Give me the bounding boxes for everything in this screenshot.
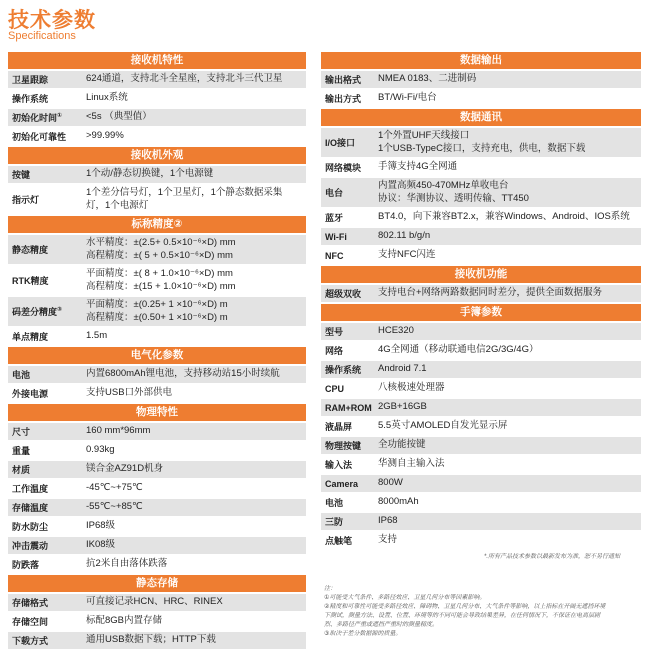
spec-value [86, 423, 306, 440]
spec-row [8, 518, 306, 535]
spec-value-line: 标配8GB内置存储 [86, 615, 163, 627]
spec-label: 尺寸 [12, 427, 31, 437]
spec-value-line: 手簿支持4G全网通 [378, 161, 458, 173]
spec-value-line: 支持USB口外部供电 [86, 387, 173, 399]
spec-label: 指示灯 [12, 195, 40, 205]
spec-value-line: 协议：华测协议、透明传输、TT450 [378, 192, 529, 204]
spec-value [378, 361, 641, 378]
spec-row [8, 266, 306, 295]
spec-value-line: 支持NFC闪连 [378, 249, 436, 261]
spec-value-line: IP68级 [86, 520, 116, 532]
section-header: 电气化参数 [8, 347, 306, 364]
spec-label: 下载方式 [12, 636, 49, 646]
spec-value-line: HCE320 [378, 325, 414, 337]
spec-row [321, 380, 641, 397]
spec-label: 卫星跟踪 [12, 75, 49, 85]
spec-row [321, 178, 641, 207]
spec-row [8, 423, 306, 440]
spec-value-line: 内置高频450-470MHz单收电台 [378, 180, 509, 191]
right-spec-column [321, 52, 641, 551]
spec-value [378, 475, 641, 492]
spec-value-line: 华测自主输入法 [378, 458, 445, 470]
spec-value-line: Android 7.1 [378, 363, 427, 375]
spec-value [86, 366, 306, 383]
footnote-item: ②精度和可靠性可能受多路径效应、障碍物、卫星几何分布、大气条件等影响，以上指标在开阔无遮挡环境 [324, 604, 606, 610]
spec-row [8, 442, 306, 459]
spec-row [321, 342, 641, 359]
spec-row [8, 297, 306, 326]
footnotes [324, 585, 642, 639]
spec-row [8, 128, 306, 145]
spec-row [8, 613, 306, 630]
spec-value [86, 385, 306, 402]
spec-label: 物理按键 [325, 441, 362, 451]
spec-row [321, 437, 641, 454]
spec-row [8, 328, 306, 345]
spec-label: 重量 [12, 446, 31, 456]
spec-value [86, 613, 306, 630]
left-spec-column [8, 52, 306, 651]
spec-row [8, 480, 306, 497]
spec-label: Camera [325, 478, 359, 489]
spec-label: 存储温度 [12, 503, 49, 513]
spec-row [321, 475, 641, 492]
spec-row [321, 247, 641, 264]
spec-label: 电池 [325, 498, 344, 508]
spec-row [8, 366, 306, 383]
section-header: 接收机功能 [321, 266, 641, 283]
spec-value [378, 285, 641, 302]
spec-value [86, 235, 306, 264]
spec-label: 电池 [12, 370, 31, 380]
spec-value [378, 437, 641, 454]
spec-value [378, 228, 641, 245]
spec-value [86, 461, 306, 478]
spec-label: 点触笔 [325, 536, 353, 546]
spec-value [86, 71, 306, 88]
spec-value-line: 1.5m [86, 330, 108, 342]
spec-value [378, 128, 641, 157]
spec-value-line: 高程精度：±( 5 + 0.5×10⁻⁶×D) mm [86, 249, 233, 261]
footnote-marker: ③ [57, 307, 63, 313]
spec-value [86, 90, 306, 107]
footnote-marker: ① [57, 113, 63, 119]
section-header: 静态存储 [8, 575, 306, 592]
spec-value [86, 499, 306, 516]
spec-value-line: 160 mm*96mm [86, 425, 151, 437]
spec-row [321, 513, 641, 530]
spec-value [378, 532, 641, 549]
spec-value-line: >99.99% [86, 130, 124, 142]
spec-value [86, 518, 306, 535]
spec-label: 按键 [12, 170, 31, 180]
spec-row [321, 532, 641, 549]
spec-row [321, 209, 641, 226]
spec-row [321, 494, 641, 511]
spec-value [86, 185, 306, 214]
spec-row [8, 594, 306, 611]
spec-value [86, 328, 306, 345]
spec-value-line: 水平精度：±(2.5+ 0.5×10⁻⁶×D) mm [86, 237, 236, 248]
spec-row [8, 166, 306, 183]
spec-value [86, 266, 306, 295]
section-header: 标称精度② [8, 216, 306, 233]
spec-label: 蓝牙 [325, 213, 344, 223]
spec-value [86, 594, 306, 611]
spec-value-line: 平面精度：±(0.25+ 1 ×10⁻⁶×D) m [86, 299, 228, 310]
section-header: 数据输出 [321, 52, 641, 69]
spec-label: 存储格式 [12, 598, 49, 608]
spec-row [8, 632, 306, 649]
spec-label: 工作温度 [12, 484, 49, 494]
spec-value [378, 380, 641, 397]
spec-label: Wi-Fi [325, 231, 347, 242]
section-header: 数据通讯 [321, 109, 641, 126]
spec-row [321, 128, 641, 157]
spec-value [378, 247, 641, 264]
spec-value-line: 1个USB-TypeC接口，支持充电，供电，数据下载 [378, 142, 586, 154]
spec-value-line: 可直接记录HCN、HRC、RINEX [86, 596, 223, 608]
spec-value [86, 537, 306, 554]
spec-value [378, 494, 641, 511]
spec-value-line: 支持 [378, 534, 398, 546]
spec-label: 输出方式 [325, 94, 362, 104]
spec-label: 输入法 [325, 460, 353, 470]
spec-label: 网络 [325, 346, 344, 356]
spec-label: 防跌落 [12, 560, 40, 570]
spec-row [8, 109, 306, 126]
spec-value-line: BT4.0，向下兼容BT2.x，兼容Windows、Android、IOS系统 [378, 211, 630, 223]
spec-label: 输出格式 [325, 75, 362, 85]
spec-row [321, 228, 641, 245]
spec-row [8, 499, 306, 516]
spec-value-line: 灯，1个电源灯 [86, 199, 149, 211]
spec-value [86, 442, 306, 459]
spec-value-line: 8000mAh [378, 496, 419, 508]
spec-value-line: IK08级 [86, 539, 116, 551]
spec-value [378, 399, 641, 416]
spec-value [378, 178, 641, 207]
spec-label: 外接电源 [12, 389, 49, 399]
spec-label: 操作系统 [325, 365, 362, 375]
spec-label: RTK精度 [12, 276, 49, 286]
spec-value [378, 159, 641, 176]
spec-value-line: 全功能按键 [378, 439, 426, 451]
spec-value-line: 通用USB数据下载；HTTP下载 [86, 634, 216, 646]
spec-value-line: IP68 [378, 515, 398, 527]
spec-row [8, 235, 306, 264]
footnotes-heading: 注： [324, 586, 337, 592]
section-header: 接收机外观 [8, 147, 306, 164]
spec-value-line: 800W [378, 477, 403, 489]
spec-value [86, 632, 306, 649]
section-header: 接收机特性 [8, 52, 306, 69]
spec-label: 单点精度 [12, 332, 49, 342]
spec-value-line: 4G全网通（移动联通电信2G/3G/4G） [378, 344, 539, 356]
spec-value-line: 2GB+16GB [378, 401, 427, 413]
section-header: 物理特性 [8, 404, 306, 421]
spec-label: CPU [325, 383, 345, 394]
spec-label: I/O接口 [325, 138, 356, 148]
spec-value-line: 高程精度：±(0.50+ 1 ×10⁻⁶×D) m [86, 311, 228, 323]
spec-value [378, 513, 641, 530]
spec-label: 液晶屏 [325, 422, 353, 432]
spec-value-line: 抗2米自由落体跌落 [86, 558, 168, 570]
spec-value [86, 480, 306, 497]
spec-value-line: 802.11 b/g/n [378, 230, 431, 242]
spec-row [8, 185, 306, 214]
spec-value-line: <5s （典型值） [86, 111, 152, 123]
spec-row [321, 323, 641, 340]
page-title: 技术参数 [8, 9, 96, 32]
spec-value [86, 109, 306, 126]
spec-row [321, 456, 641, 473]
spec-value-line: NMEA 0183、二进制码 [378, 73, 477, 85]
spec-label: 初始化时间① [12, 113, 63, 123]
spec-value-line: 内置6800mAh锂电池，支持移动站15小时续航 [86, 368, 280, 380]
spec-label: 操作系统 [12, 94, 49, 104]
spec-row [321, 285, 641, 302]
spec-value-line: 八核极速处理器 [378, 382, 445, 394]
spec-label: 防水防尘 [12, 522, 49, 532]
spec-row [321, 71, 641, 88]
spec-row [321, 90, 641, 107]
spec-value [86, 128, 306, 145]
spec-row [321, 159, 641, 176]
spec-value [86, 556, 306, 573]
spec-value [86, 166, 306, 183]
spec-label: 存储空间 [12, 617, 49, 627]
footnote-item: 下测试，测量方法、设置、位置、环境等的不同可能会导致结果差异，在任何情况下，不保证在电离层剧 [324, 613, 601, 619]
spec-label: 电台 [325, 188, 344, 198]
spec-row [8, 556, 306, 573]
spec-value-line: 平面精度：±( 8 + 1.0×10⁻⁶×D) mm [86, 268, 233, 279]
spec-row [8, 71, 306, 88]
spec-row [321, 399, 641, 416]
spec-value [378, 71, 641, 88]
spec-value-line: -55℃~+85℃ [86, 501, 143, 513]
spec-value-line: 1个差分信号灯，1个卫星灯，1个静态数据采集 [86, 187, 283, 198]
spec-row [8, 461, 306, 478]
spec-row [321, 361, 641, 378]
spec-row [8, 385, 306, 402]
spec-value [86, 297, 306, 326]
spec-value [378, 90, 641, 107]
spec-value-line: 镁合金AZ91D机身 [86, 463, 164, 475]
disclaimer-note: *.所有产品技术参数以最新发布为准，恕不另行通知 [484, 554, 621, 560]
spec-label: 型号 [325, 327, 344, 337]
spec-value-line: 高程精度：±(15 + 1.0×10⁻⁶×D) mm [86, 280, 236, 292]
section-header: 手簿参数 [321, 304, 641, 321]
spec-value-line: 5.5英寸AMOLED自发光显示屏 [378, 420, 508, 432]
spec-value [378, 456, 641, 473]
spec-value-line: 0.93kg [86, 444, 115, 456]
spec-row [321, 418, 641, 435]
spec-value-line: 624通道，支持北斗全星座，支持北斗三代卫星 [86, 73, 283, 85]
spec-label: 材质 [12, 465, 31, 475]
spec-value [378, 209, 641, 226]
spec-row [8, 537, 306, 554]
spec-label: 码差分精度③ [12, 307, 63, 317]
footnote-item: 烈、多路径严重或遮挡严重时的测量精度。 [324, 622, 439, 628]
spec-value-line: 1个动/静态切换键，1个电源键 [86, 168, 214, 180]
spec-value [378, 418, 641, 435]
spec-value [378, 342, 641, 359]
spec-value-line: -45℃~+75℃ [86, 482, 143, 494]
spec-value-line: BT/Wi-Fi/电台 [378, 92, 437, 104]
spec-label: 静态精度 [12, 245, 49, 255]
spec-value-line: Linux系统 [86, 92, 128, 104]
spec-label: RAM+ROM [325, 402, 372, 413]
spec-value-line: 1个外置UHF天线接口 [378, 130, 470, 141]
spec-row [8, 90, 306, 107]
spec-label: 三防 [325, 517, 344, 527]
footnote-item: ③取决于差分数据源的质量。 [324, 631, 402, 637]
spec-label: 初始化可靠性 [12, 132, 67, 142]
spec-value-line: 支持电台+网络两路数据同时差分，提供全面数据服务 [378, 287, 603, 299]
footnote-item: ①可能受大气条件、多路径效应、卫星几何分布等因素影响。 [324, 595, 486, 601]
spec-label: 网络模块 [325, 163, 362, 173]
spec-label: 超级双收 [325, 289, 362, 299]
page-subtitle: Specifications [8, 30, 76, 42]
spec-label: NFC [325, 250, 344, 261]
spec-label: 冲击震动 [12, 541, 49, 551]
spec-value [378, 323, 641, 340]
